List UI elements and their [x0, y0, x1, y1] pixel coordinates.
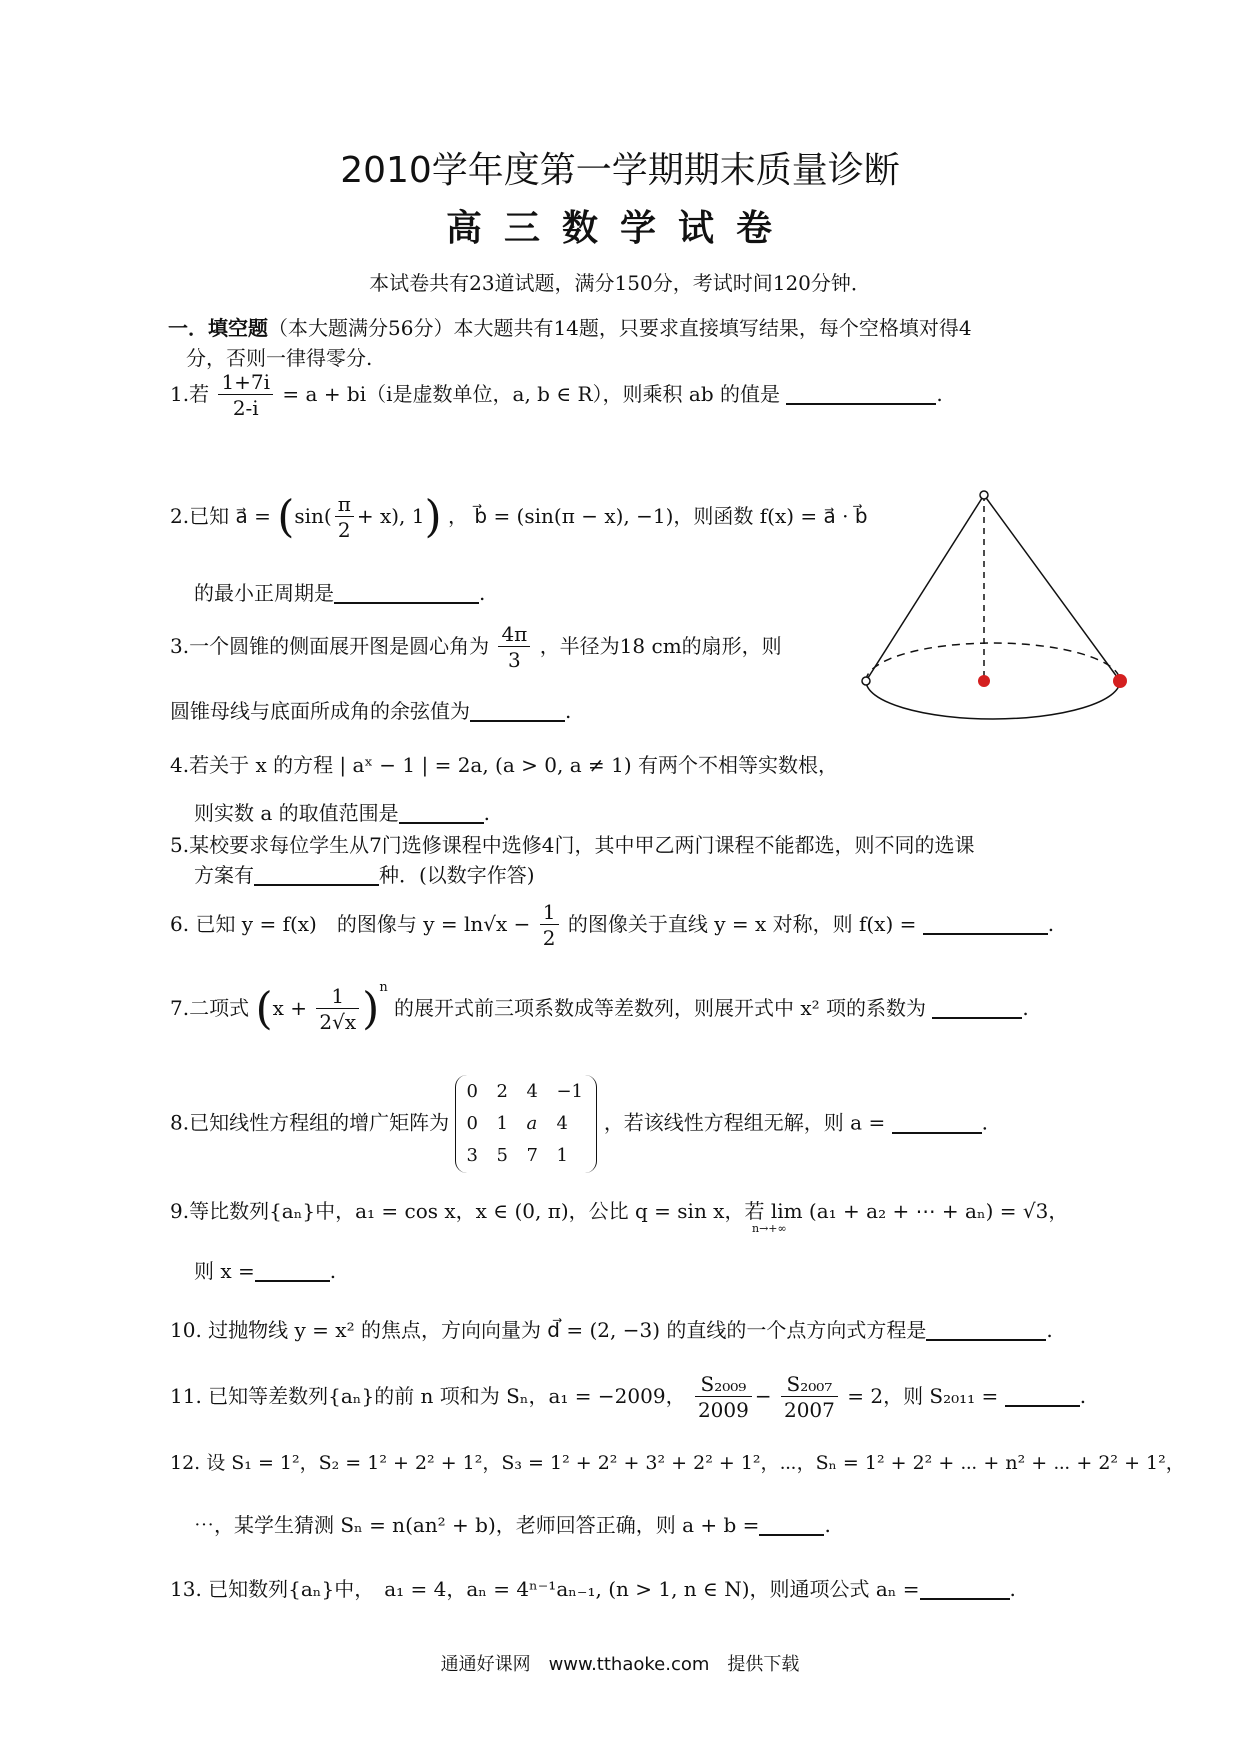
q11-end: .: [1079, 1384, 1087, 1408]
q13-answer-blank[interactable]: [920, 1578, 1010, 1600]
q11-num2: S₂₀₀₇: [781, 1372, 838, 1397]
q7-pre: 7.二项式: [170, 996, 250, 1020]
q4-line2: 则实数 a 的取值范围是: [194, 801, 399, 825]
q8-pre: 8.已知线性方程组的增广矩阵为: [170, 1110, 450, 1135]
question-2-line2: [194, 580, 485, 606]
q4-answer-blank[interactable]: [399, 802, 484, 824]
q7-fraction: [316, 984, 359, 1035]
question-12-line2: [194, 1512, 831, 1538]
q12-end: .: [824, 1513, 831, 1537]
cone-left-point: [862, 677, 870, 685]
q13-text: 13. 已知数列{aₙ}中， a₁ = 4，aₙ = 4ⁿ⁻¹aₙ₋₁, (n > 1, n ∈ N)，则通项公式 aₙ =: [170, 1577, 920, 1601]
question-7: 7.二项式 (x + $\frac{1}{2√x}$ )$^n$ 的展开式前三项系数成等差数列，则展开式中 x² 项的系数为 .: [170, 980, 1029, 1035]
page-footer: 通通好课网 www.tthaoke.com 提供下载: [440, 1654, 800, 1675]
question-10: [170, 1317, 1053, 1343]
q2-pre: 2.已知: [170, 504, 230, 528]
cone-center-point: [978, 675, 990, 687]
question-2: [170, 492, 868, 543]
question-13: [170, 1576, 1016, 1602]
matrix-cell: 4: [526, 1081, 538, 1102]
question-3: [170, 622, 782, 673]
q6-fraction: [540, 900, 559, 951]
section-1-desc: （本大题满分56分）本大题共有14题，只要求直接填写结果，每个空格填对得4: [268, 316, 972, 340]
question-4-line2: [194, 800, 490, 826]
question-1: [170, 370, 943, 421]
q5-end: 种．(以数字作答): [379, 863, 535, 887]
question-6: [170, 900, 1054, 951]
q11-den1: 2009: [697, 1398, 749, 1422]
question-9-line2: [194, 1258, 336, 1284]
q1-den: 2-i: [232, 396, 259, 420]
q1-text: = a + bi（i是虚数单位，a, b ∈ R），则乘积 ab 的值是: [282, 382, 780, 406]
q6-end: .: [1047, 912, 1055, 936]
q3-line2: 圆锥母线与底面所成角的余弦值为: [170, 699, 470, 723]
q10-text: 10. 过抛物线 y = x² 的焦点，方向向量为 d⃗ = (2, −3) 的直线的一个点方向式方程是: [170, 1318, 927, 1342]
q6-text: 的图像关于直线 y = x 对称，则 f(x) =: [567, 912, 917, 936]
question-9: 9.等比数列{aₙ}中，a₁ = cos x，x ∈ (0, π)，公比 q = sin x，若 lim (a₁ + a₂ + ⋯ + aₙ) = √3，: [170, 1199, 1069, 1223]
q1-fraction: [218, 370, 273, 421]
q2-line2: 的最小正周期是: [194, 581, 334, 605]
q4-end: .: [483, 801, 490, 825]
q10-end: .: [1046, 1318, 1053, 1342]
q5-answer-blank[interactable]: [254, 864, 379, 886]
q7-exponent: n: [379, 980, 388, 995]
q7-text: 的展开式前三项系数成等差数列，则展开式中 x² 项的系数为: [394, 996, 927, 1020]
q7-num: 1: [316, 984, 359, 1009]
matrix-cell: 2: [496, 1081, 508, 1102]
q2-answer-blank[interactable]: [334, 582, 479, 604]
section-1-heading: 一．填空题: [168, 316, 268, 340]
q6-pre: 6. 已知 y = f(x) 的图像与 y = ln√x −: [170, 912, 531, 936]
cone-figure: [840, 485, 1140, 735]
q1-num: 1+7i: [218, 370, 273, 395]
q12-pre2: ⋯，某学生猜测 Sₙ = n(an² + b)，老师回答正确，则 a + b =: [194, 1513, 760, 1537]
exam-intro: 本试卷共有23道试题，满分150分，考试时间120分钟．: [369, 271, 871, 295]
q7-end: .: [1022, 996, 1029, 1020]
cone-apex-point: [980, 491, 988, 499]
q2-text: ， b⃗ = (sin(π − x), −1)，则函数 f(x) = a⃗ · b⃗: [448, 504, 868, 528]
matrix-cell: 0: [466, 1113, 478, 1134]
q11-num1: S₂₀₀₉: [695, 1372, 752, 1397]
q11-fraction-1: [695, 1372, 752, 1423]
q2-end: .: [479, 581, 486, 605]
q8-augmented-matrix: [455, 1075, 597, 1173]
question-8: [170, 1075, 988, 1173]
q7-den: 2√x: [319, 1010, 357, 1034]
q11-text: = 2，则 S₂₀₁₁ =: [847, 1384, 999, 1408]
q11-den2: 2007: [783, 1398, 835, 1422]
q3-answer-blank[interactable]: [470, 700, 565, 722]
q9-answer-blank[interactable]: [255, 1260, 330, 1282]
q6-num: 1: [540, 900, 559, 925]
q3-fraction: [498, 622, 530, 673]
matrix-cell: 5: [496, 1145, 508, 1166]
q8-end: .: [981, 1110, 988, 1135]
question-4: 4.若关于 x 的方程 | aˣ − 1 | = 2a, (a > 0, a ≠ 1) 有两个不相等实数根，: [170, 753, 838, 777]
question-5: 5.某校要求每位学生从7门选修课程中选修4门，其中甲乙两门课程不能都选，则不同的选课: [170, 833, 975, 857]
q3-num: 4π: [498, 622, 530, 647]
q10-answer-blank[interactable]: [926, 1319, 1046, 1341]
q9-pre2: 则 x =: [194, 1259, 255, 1283]
q9-end: .: [329, 1259, 337, 1283]
question-12: 12. 设 S₁ = 1²，S₂ = 1² + 2² + 1²，S₃ = 1² + 2² + 3² + 2² + 1²，⋯，Sₙ = 1² + 2² + ⋯ + n² + ⋯ + 2² + 1²，: [170, 1452, 1185, 1474]
section-1-header: [168, 315, 972, 341]
q5-pre2: 方案有: [194, 863, 254, 887]
q3-den: 3: [508, 648, 521, 672]
q6-den: 2: [542, 926, 556, 950]
matrix-cell: 3: [466, 1145, 478, 1166]
matrix-cell: −1: [556, 1081, 583, 1102]
q6-answer-blank[interactable]: [923, 913, 1048, 935]
matrix-cell: 4: [556, 1113, 568, 1134]
q3-pre: 3.一个圆锥的侧面展开图是圆心角为: [170, 634, 490, 658]
q11-answer-blank[interactable]: [1005, 1385, 1080, 1407]
q1-answer-blank[interactable]: [786, 383, 936, 405]
q3-text: ，半径为18 cm的扇形，则: [539, 634, 782, 658]
matrix-cell: 0: [466, 1081, 478, 1102]
q11-pre: 11. 已知等差数列{aₙ}的前 n 项和为 Sₙ，a₁ = −2009，: [170, 1384, 686, 1408]
section-1-desc-line2: 分，否则一律得零分.: [186, 346, 373, 370]
question-5-line2: [194, 862, 535, 888]
q8-answer-blank[interactable]: [892, 1112, 982, 1134]
page-title: 2010学年度第一学期期末质量诊断: [340, 150, 900, 191]
q2-vector-a: a⃗ = (sin( $\frac{\pi}{2}$ + x), 1): [235, 491, 442, 543]
cone-right-point: [1113, 674, 1127, 688]
q1-end: .: [936, 382, 943, 406]
q13-end: .: [1009, 1577, 1016, 1601]
q1-pre: 1.若: [170, 382, 210, 406]
question-3-line2: [170, 698, 571, 724]
matrix-cell: a: [526, 1113, 538, 1134]
matrix-cell: 1: [556, 1145, 568, 1166]
q8-text: ，若该线性方程组无解，则 a =: [603, 1110, 886, 1135]
question-11: 11. 已知等差数列{aₙ}的前 n 项和为 Sₙ，a₁ = −2009， $\frac{\text{S₂₀₀₉}}{2009}$ − $\frac{\text{S₂₀₀₇}}{2007}$ = 2，则 S₂₀₁₁ = .: [170, 1372, 1087, 1422]
q9-limit-subscript: n→+∞: [752, 1222, 787, 1235]
q7-answer-blank[interactable]: [932, 997, 1022, 1019]
q11-fraction-2: [781, 1372, 838, 1423]
matrix-cell: 7: [526, 1145, 538, 1166]
matrix-cell: 1: [496, 1113, 508, 1134]
q7-inner: x +: [272, 996, 308, 1020]
page-subtitle: 高三数学试卷: [445, 208, 794, 249]
q3-end: .: [565, 699, 572, 723]
q12-answer-blank[interactable]: [759, 1514, 824, 1536]
